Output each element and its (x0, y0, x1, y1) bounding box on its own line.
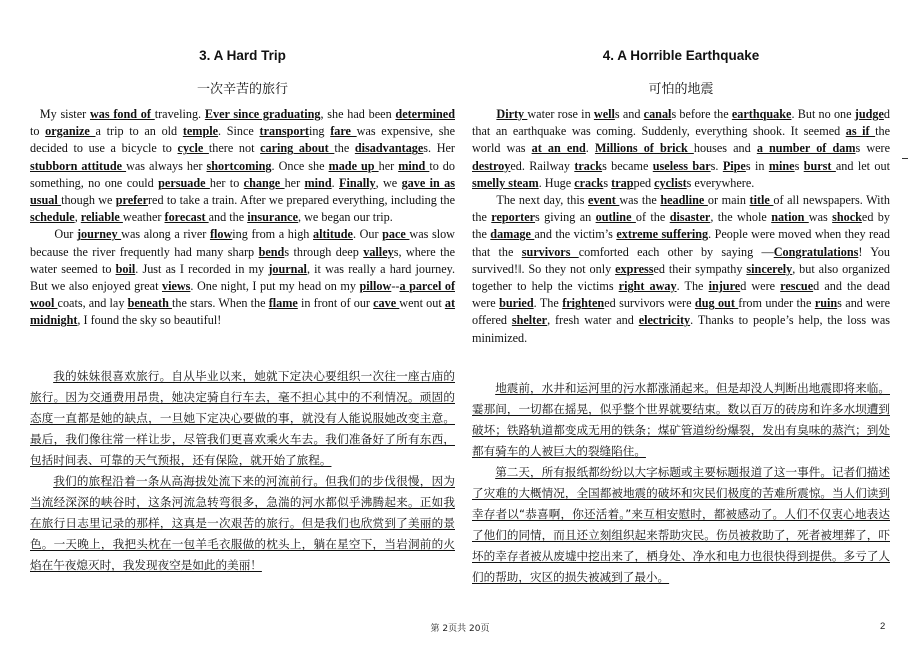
text-run: s (603, 175, 612, 190)
text-run: the stars. When the (172, 296, 269, 311)
text-run: . Huge (538, 175, 575, 190)
text-run: and let out (835, 158, 890, 173)
text-run: . (585, 141, 595, 156)
vocab-term: cycle (177, 141, 209, 156)
vocab-term: injure (708, 279, 741, 294)
text-run: ed their sympathy (653, 261, 747, 276)
text-run: ped (633, 175, 655, 190)
vocab-term: a number of dam (756, 141, 856, 156)
vocab-term: was fond of (89, 107, 155, 121)
text-run: s in (745, 158, 769, 173)
left-english-paragraph-2 (30, 226, 455, 329)
text-run: , fresh water and (547, 313, 639, 328)
right-english-paragraph-1 (472, 106, 890, 192)
text-run: s (794, 158, 804, 173)
text-run: her (284, 175, 305, 190)
margin-dash (902, 158, 908, 159)
vocab-term: boil (115, 261, 136, 276)
vocab-term: shelter (511, 313, 548, 328)
text-run: coats, and lay (57, 296, 128, 311)
left-chinese-paragraph-1 (30, 366, 455, 471)
vocab-term: buried (499, 296, 534, 311)
right-english-text (472, 106, 890, 347)
text-run: houses and (693, 141, 757, 156)
text-run: was (808, 210, 833, 225)
text-run: . One night, I put my head on my (190, 279, 360, 294)
vocab-term: canal (643, 107, 672, 121)
right-chinese-paragraph-1 (472, 378, 890, 462)
left-english-text (30, 106, 455, 330)
text-run: in front of our (297, 296, 374, 311)
vocab-term: cave (373, 296, 400, 311)
vocab-term: views (161, 279, 191, 294)
vocab-term: mind (304, 175, 332, 190)
text-run: and the (208, 210, 248, 225)
vocab-term: useless bar (652, 158, 711, 173)
vocab-term: track (574, 158, 603, 173)
page-number: 2 (880, 621, 886, 632)
text-run: there not (208, 141, 261, 156)
vocab-term: journey (76, 227, 122, 242)
right-column (472, 48, 891, 584)
vocab-term: cyclist (654, 175, 687, 190)
text-run: the world was (472, 124, 890, 156)
vocab-term: persuade (158, 175, 210, 190)
left-column (30, 48, 456, 572)
vocab-term: title (749, 193, 774, 208)
vocab-term: judge (854, 107, 884, 121)
vocab-term: pace (382, 227, 410, 242)
text-run: , but also organized together to help the victims (472, 261, 890, 294)
text-run: My sister (39, 107, 90, 121)
vocab-term: survivors (521, 244, 579, 259)
vocab-term: Finally (339, 175, 376, 190)
text-run: , she had been (320, 107, 396, 121)
vocab-term: flame (268, 296, 298, 311)
vocab-term: outline (595, 210, 636, 225)
text-run: a trip to an old (95, 124, 183, 139)
text-run: or main (707, 193, 750, 208)
text-run: s, where the water seemed to (30, 244, 455, 276)
vocab-term: made up (328, 158, 379, 173)
vocab-term: burst (803, 158, 836, 173)
vocab-term: forecast (164, 210, 209, 225)
text-run: , it was really a hard journey. But we also enjoyed great (30, 261, 455, 294)
right-subtitle: 可怕的地震 (648, 82, 714, 97)
right-chinese-paragraph-1-text: 地震前，水井和运河里的污水都涨涌起来。但是却没人判断出地震即将来临。霎那间，一切都在摇晃，似乎整个世界就要结束。数以百万的砖房和许多水坝遭到破坏；铁路轨道都变成无用的铁条；煤矿管道纷纷爆裂，发出有臭味的蒸汽；到处都有骑车的人被巨大的裂缝陷住。 (472, 381, 890, 458)
text-run: to do something, no one could (30, 158, 455, 190)
vocab-term: Millions of brick (594, 141, 694, 156)
text-run: d that an earthquake was coming. Suddenly, everything shook. It seemed (472, 107, 890, 139)
text-run: though we (61, 193, 116, 208)
text-run: . Since (218, 124, 260, 139)
text-run: . People were moved when they read that the (472, 227, 891, 259)
vocab-term: reliable (80, 210, 123, 225)
vocab-term: reporter (491, 210, 536, 225)
vocab-term: organize (45, 124, 96, 139)
vocab-term: earthquake (731, 107, 792, 121)
right-chinese-paragraph-2 (472, 462, 890, 588)
vocab-term: bend (258, 244, 285, 259)
text-run: s through deep (284, 244, 364, 259)
vocab-term: sincerely (746, 261, 793, 276)
text-run: . Thanks to people’s help, the loss was minimized. (472, 313, 890, 345)
vocab-term: shock (832, 210, 862, 225)
left-chinese-text (30, 366, 455, 576)
text-run: , (74, 210, 81, 225)
text-run: was the (619, 193, 661, 208)
text-run: of all newspapers. With the (472, 193, 890, 225)
vocab-term: event (588, 193, 620, 208)
vocab-term: well (593, 107, 615, 121)
text-run: s. Her (423, 141, 455, 156)
text-run: ed survivors were (604, 296, 695, 311)
text-run: s were (855, 141, 891, 156)
text-run: s before the (671, 107, 732, 121)
text-run: s. (710, 158, 723, 173)
text-run: was expensive, she decided to use a bicycle to (30, 124, 455, 156)
vocab-term: disadvantage (354, 141, 424, 156)
text-run: d were (740, 279, 781, 294)
text-run: . But no one (791, 107, 855, 121)
vocab-term: nation (771, 210, 809, 225)
vocab-term: caring about (260, 141, 335, 156)
text-run: ! You survived!‖. So they not only (472, 244, 890, 276)
vocab-term: frighten (562, 296, 605, 311)
vocab-term: Dirty (496, 107, 528, 121)
vocab-term: damage (490, 227, 535, 242)
text-run: traveling. (154, 107, 205, 121)
text-run: s everywhere. (686, 175, 755, 190)
vocab-term: extreme suffering (616, 227, 709, 242)
text-run: and the victim’s (534, 227, 617, 242)
vocab-term: valley (363, 244, 394, 259)
vocab-term: beneath (127, 296, 173, 311)
vocab-term: smelly steam (472, 175, 539, 190)
text-run: ing (308, 124, 331, 139)
right-chinese-paragraph-2-text: 第二天，所有报纸都纷纷以大字标题或主要标题报道了这一事件。记者们描述了灾难的大概情况，全国都被地震的破坏和灾民们极度的苦难所震惊。当人们读到幸存者以“恭喜啊，你还活着。”来互相安慰时，都被感动了。人们不仅衷心地表达了他们的同情，而且还立刻组织起来帮助灾民。伤员被救助了，死者被埋葬了，吓坏的幸存者被从废墟中挖出来了，栖身处、净水和电力也很快得到提供。多亏了人们的帮助，灾区的损失被减到了最小。 (472, 465, 890, 584)
vocab-term: destroy (472, 158, 511, 173)
vocab-term: fare (330, 124, 357, 139)
vocab-term: a parcel of wool (30, 279, 455, 311)
vocab-term: ruin (814, 296, 838, 311)
vocab-term: flow (209, 227, 233, 242)
text-run: went out (399, 296, 445, 311)
text-run: her to (209, 175, 244, 190)
page-footer: 第 2页共 20页 (430, 624, 490, 634)
vocab-term: disaster (669, 210, 711, 225)
vocab-term: rescue (780, 279, 814, 294)
vocab-term: temple (182, 124, 219, 139)
text-run: the (334, 141, 355, 156)
text-run: comforted each other by saying — (578, 244, 774, 259)
text-run: , the whole (710, 210, 772, 225)
text-run: -- (391, 279, 400, 294)
text-run: of the (635, 210, 670, 225)
text-run: was slow because the river frequently had many sharp (30, 227, 455, 259)
text-run: The next day, this (496, 193, 589, 208)
text-run: s and were offered (472, 296, 890, 328)
vocab-term: mine (768, 158, 795, 173)
vocab-term: Congratulations (773, 244, 859, 259)
text-run: d and the dead were (472, 279, 891, 311)
text-run: s and (614, 107, 644, 121)
text-run: . Once she (271, 158, 329, 173)
text-run: . Our (352, 227, 383, 242)
vocab-term: at midnight (30, 296, 456, 328)
vocab-term: crack (574, 175, 604, 190)
text-run: water rose in (527, 107, 594, 121)
vocab-term: dug out (694, 296, 739, 311)
text-run: . (331, 175, 340, 190)
vocab-term: gave in as usual (30, 175, 455, 208)
text-run: . The (676, 279, 709, 294)
text-run: ing from a high (232, 227, 313, 242)
vocab-term: insurance (247, 210, 299, 225)
vocab-term: at an end (531, 141, 586, 156)
text-run: Our (54, 227, 77, 242)
vocab-term: right away (618, 279, 677, 294)
text-run: from under the (738, 296, 815, 311)
left-chinese-paragraph-2-text: 我们的旅程沿着一条从高海拔处流下来的河流前行。但我们的步伐很慢，因为当流经深深的峡谷时，这条河流急转弯很多，急湍的河水都似乎沸腾起来。正如我在旅行日志里记录的那样，这真是一次艰苦的旅行。但是我们也欣赏到了美丽的景色。一天晚上，我把头枕在一包羊毛衣服做的枕头上，躺在星空下，当岩洞前的火焰在午夜熄灭时，我发现夜空是如此的美丽！ (30, 474, 455, 572)
vocab-term: transport (259, 124, 309, 139)
text-run: s became (602, 158, 653, 173)
left-title: 3. A Hard Trip (199, 48, 286, 63)
vocab-term: stubborn attitude (30, 158, 127, 173)
vocab-term: as if (845, 124, 876, 139)
vocab-term: headline (660, 193, 708, 208)
vocab-term: Pipe (722, 158, 746, 173)
left-chinese-paragraph-1-text: 我的妹妹很喜欢旅行。自从毕业以来，她就下定决心要组织一次往一座古庙的旅行。因为交通费用昂贵，她决定骑自行车去，毫不担心其中的不利情况。顽固的态度一直都是她的缺点，一旦她下定决心要做的事，就没有人能说服她改变主意。最后，我们像往常一样让步，尽管我们更喜欢乘火车去。我们准备好了所有东西，包括时间表、可靠的天气预报，还有保险，就开始了旅程。 (30, 369, 455, 467)
vocab-term: trap (611, 175, 634, 190)
left-subtitle: 一次辛苦的旅行 (196, 82, 288, 97)
right-title: 4. A Horrible Earthquake (602, 48, 760, 63)
left-english-paragraph-1 (30, 106, 455, 226)
vocab-term: Ever since graduating (204, 107, 321, 121)
text-run: was along a river (121, 227, 210, 242)
vocab-term: journal (268, 261, 307, 276)
text-run: , we began our trip. (298, 210, 393, 225)
text-run: to (30, 124, 46, 139)
right-english-paragraph-2 (472, 192, 890, 347)
vocab-term: electricity (638, 313, 691, 328)
right-chinese-text (472, 378, 890, 588)
text-run: her (378, 158, 399, 173)
text-run: ed by the (472, 210, 890, 242)
vocab-term: determined (395, 107, 455, 121)
vocab-term: shortcoming (206, 158, 272, 173)
vocab-term: change (243, 175, 285, 190)
text-run: , we (375, 175, 402, 190)
vocab-term: pillow (359, 279, 392, 294)
vocab-term: schedule (30, 210, 75, 225)
vocab-term: altitude (313, 227, 353, 242)
vocab-term: mind (398, 158, 430, 173)
text-run: ed. Railway (510, 158, 575, 173)
vocab-term: prefer (115, 193, 148, 208)
text-run: , I found the sky so beautiful! (77, 313, 222, 328)
left-chinese-paragraph-2 (30, 471, 455, 576)
text-run: was always her (126, 158, 207, 173)
text-run: weather (122, 210, 165, 225)
text-run: s giving an (535, 210, 596, 225)
vocab-term: express (615, 261, 654, 276)
text-run: . Just as I recorded in my (135, 261, 269, 276)
text-run: . The (533, 296, 563, 311)
text-run: red to take a train. After we prepared everything, including the (148, 193, 455, 208)
